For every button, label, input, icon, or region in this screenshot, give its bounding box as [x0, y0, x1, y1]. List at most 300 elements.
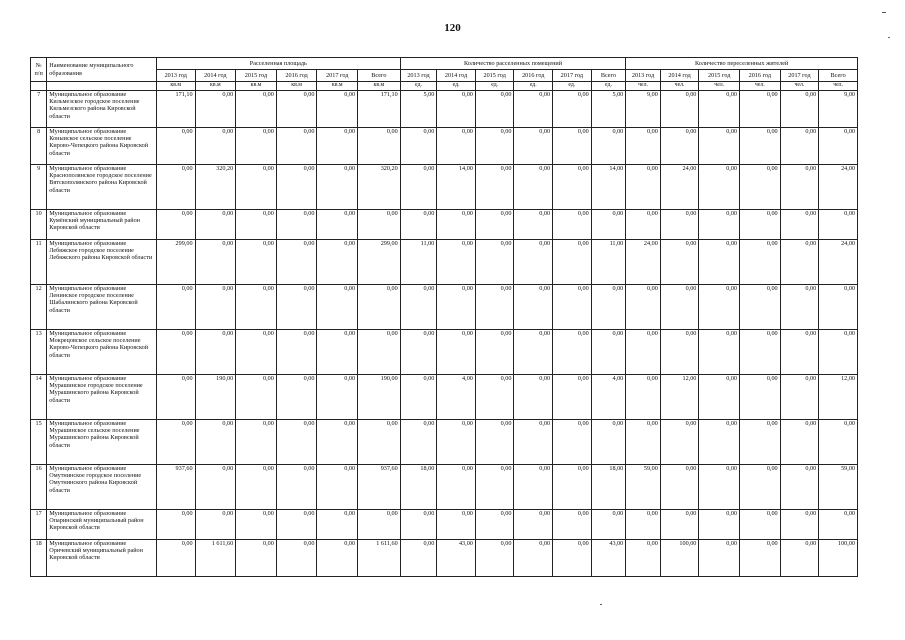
area-cell: 0,00 — [276, 165, 317, 210]
residents-cell: 0,00 — [626, 128, 661, 165]
rooms-cell: 0,00 — [475, 165, 514, 210]
table-row — [31, 128, 858, 165]
rooms-cell: 0,00 — [475, 285, 514, 330]
table-row — [31, 540, 858, 577]
rooms-cell: 0,00 — [553, 128, 592, 165]
header-unit-rooms: ед. — [514, 82, 553, 91]
rooms-cell: 0,00 — [591, 330, 626, 375]
area-cell: 0,00 — [156, 375, 195, 420]
residents-cell: 0,00 — [780, 420, 819, 465]
residents-cell: 0,00 — [699, 210, 740, 240]
header-year-residents: 2017 год — [780, 70, 819, 82]
rooms-cell: 0,00 — [475, 420, 514, 465]
rooms-cell: 0,00 — [475, 91, 514, 128]
rooms-cell: 0,00 — [475, 540, 514, 577]
header-year-area: 2017 год — [317, 70, 358, 82]
header-unit-rooms: ед. — [437, 82, 476, 91]
municipality-name: Муниципальное образование Оричевский муниципальный район Кировской области — [47, 540, 157, 577]
residents-cell: 0,00 — [660, 285, 699, 330]
area-cell: 0,00 — [276, 465, 317, 510]
header-year-residents: 2016 год — [740, 70, 781, 82]
rooms-cell: 0,00 — [514, 240, 553, 285]
residents-cell: 0,00 — [660, 465, 699, 510]
rooms-cell: 0,00 — [400, 510, 437, 540]
area-cell: 0,00 — [236, 540, 277, 577]
rooms-cell: 0,00 — [514, 210, 553, 240]
residents-cell: 0,00 — [780, 540, 819, 577]
area-cell: 0,00 — [276, 510, 317, 540]
area-cell: 1 611,60 — [358, 540, 401, 577]
header-year-residents: 2013 год — [626, 70, 661, 82]
rooms-cell: 0,00 — [514, 165, 553, 210]
area-cell: 0,00 — [358, 420, 401, 465]
header-rooms-group: Количество расселенных помещений — [400, 58, 626, 70]
rooms-cell: 0,00 — [591, 510, 626, 540]
area-cell: 0,00 — [195, 420, 236, 465]
area-cell: 1 611,60 — [195, 540, 236, 577]
residents-cell: 9,00 — [626, 91, 661, 128]
rooms-cell: 43,00 — [437, 540, 476, 577]
residents-cell: 0,00 — [780, 128, 819, 165]
row-number: 7 — [31, 91, 47, 128]
rooms-cell: 0,00 — [553, 540, 592, 577]
area-cell: 0,00 — [276, 330, 317, 375]
row-number: 14 — [31, 375, 47, 420]
residents-cell: 0,00 — [819, 420, 858, 465]
header-year-area: 2014 год — [195, 70, 236, 82]
residents-cell: 0,00 — [780, 375, 819, 420]
residents-cell: 0,00 — [740, 540, 781, 577]
area-cell: 0,00 — [236, 420, 277, 465]
row-number: 10 — [31, 210, 47, 240]
area-cell: 0,00 — [156, 510, 195, 540]
residents-cell: 0,00 — [626, 330, 661, 375]
area-cell: 0,00 — [276, 375, 317, 420]
table-row — [31, 375, 858, 420]
area-cell: 0,00 — [317, 91, 358, 128]
header-year-rooms: 2017 год — [553, 70, 592, 82]
municipality-name: Муниципальное образование Мурашинское городское поселение Мурашинского района Кировской области — [47, 375, 157, 420]
municipality-name: Муниципальное образование Краснополянское городское поселение Вятскополянского района Кировской области — [47, 165, 157, 210]
table-row — [31, 510, 858, 540]
residents-cell: 0,00 — [780, 165, 819, 210]
area-cell: 0,00 — [195, 465, 236, 510]
rooms-cell: 0,00 — [553, 330, 592, 375]
residents-cell: 0,00 — [819, 285, 858, 330]
area-cell: 0,00 — [156, 165, 195, 210]
rooms-cell: 18,00 — [400, 465, 437, 510]
rooms-cell: 0,00 — [475, 330, 514, 375]
row-number: 9 — [31, 165, 47, 210]
area-cell: 0,00 — [236, 510, 277, 540]
rooms-cell: 0,00 — [514, 420, 553, 465]
area-cell: 0,00 — [236, 210, 277, 240]
area-cell: 0,00 — [317, 375, 358, 420]
rooms-cell: 0,00 — [400, 210, 437, 240]
area-cell: 0,00 — [358, 285, 401, 330]
header-year-rooms: 2013 год — [400, 70, 437, 82]
area-cell: 0,00 — [236, 165, 277, 210]
area-cell: 0,00 — [276, 210, 317, 240]
area-cell: 0,00 — [317, 210, 358, 240]
municipality-name: Муниципальное образование Кумёнский муниципальный район Кировской области — [47, 210, 157, 240]
residents-cell: 0,00 — [819, 330, 858, 375]
area-cell: 171,10 — [358, 91, 401, 128]
rooms-cell: 0,00 — [591, 128, 626, 165]
area-cell: 0,00 — [358, 330, 401, 375]
residents-cell: 24,00 — [660, 165, 699, 210]
residents-cell: 0,00 — [626, 285, 661, 330]
rooms-cell: 43,00 — [591, 540, 626, 577]
area-cell: 0,00 — [317, 240, 358, 285]
row-number: 12 — [31, 285, 47, 330]
residents-cell: 0,00 — [660, 128, 699, 165]
rooms-cell: 0,00 — [400, 540, 437, 577]
row-number: 18 — [31, 540, 47, 577]
rooms-cell: 0,00 — [514, 465, 553, 510]
residents-cell: 59,00 — [819, 465, 858, 510]
area-cell: 0,00 — [236, 128, 277, 165]
header-unit-rooms: ед. — [553, 82, 592, 91]
rooms-cell: 0,00 — [475, 375, 514, 420]
rooms-cell: 0,00 — [553, 285, 592, 330]
area-cell: 937,60 — [358, 465, 401, 510]
area-cell: 0,00 — [317, 285, 358, 330]
residents-cell: 0,00 — [780, 465, 819, 510]
residents-cell: 0,00 — [699, 540, 740, 577]
header-year-residents: Всего — [819, 70, 858, 82]
rooms-cell: 0,00 — [437, 420, 476, 465]
rooms-cell: 0,00 — [514, 285, 553, 330]
header-unit-rooms: ед. — [591, 82, 626, 91]
table-row — [31, 420, 858, 465]
residents-cell: 0,00 — [740, 165, 781, 210]
residents-cell: 0,00 — [740, 285, 781, 330]
municipality-name: Муниципальное образование Мокрецовское сельское поселение Кирово-Чепецкого района Кировской области — [47, 330, 157, 375]
municipality-name: Муниципальное образование Ленинское городское поселение Шабалинского района Кировской области — [47, 285, 157, 330]
residents-cell: 0,00 — [660, 91, 699, 128]
rooms-cell: 11,00 — [591, 240, 626, 285]
residents-cell: 0,00 — [780, 330, 819, 375]
residents-cell: 0,00 — [699, 330, 740, 375]
table-row — [31, 210, 858, 240]
residents-cell: 0,00 — [740, 465, 781, 510]
area-cell: 299,00 — [156, 240, 195, 285]
area-cell: 0,00 — [195, 210, 236, 240]
residents-cell: 0,00 — [660, 330, 699, 375]
rooms-cell: 0,00 — [591, 210, 626, 240]
residents-cell: 0,00 — [819, 210, 858, 240]
resettlement-table — [30, 57, 858, 577]
header-unit-area: кв.м — [358, 82, 401, 91]
area-cell: 0,00 — [195, 128, 236, 165]
rooms-cell: 5,00 — [400, 91, 437, 128]
page-number: 120 — [444, 22, 461, 34]
residents-cell: 0,00 — [626, 540, 661, 577]
residents-cell: 0,00 — [660, 210, 699, 240]
rooms-cell: 14,00 — [591, 165, 626, 210]
municipality-name: Муниципальное образование Лебяжское городское поселение Лебяжского района Кировской области — [47, 240, 157, 285]
header-unit-rooms: ед. — [475, 82, 514, 91]
rooms-cell: 0,00 — [553, 240, 592, 285]
residents-cell: 0,00 — [660, 510, 699, 540]
rooms-cell: 0,00 — [437, 330, 476, 375]
area-cell: 0,00 — [156, 540, 195, 577]
header-unit-residents: чел. — [740, 82, 781, 91]
residents-cell: 0,00 — [740, 510, 781, 540]
rooms-cell: 0,00 — [400, 285, 437, 330]
residents-cell: 0,00 — [699, 285, 740, 330]
area-cell: 0,00 — [195, 330, 236, 375]
residents-cell: 0,00 — [699, 375, 740, 420]
area-cell: 320,20 — [195, 165, 236, 210]
area-cell: 937,60 — [156, 465, 195, 510]
municipality-name: Муниципальное образование Опаринский муниципальный район Кировской области — [47, 510, 157, 540]
rooms-cell: 0,00 — [475, 465, 514, 510]
residents-cell: 0,00 — [660, 420, 699, 465]
area-cell: 0,00 — [276, 240, 317, 285]
rooms-cell: 0,00 — [437, 128, 476, 165]
header-unit-area: кв.м — [317, 82, 358, 91]
area-cell: 0,00 — [156, 128, 195, 165]
area-cell: 0,00 — [236, 285, 277, 330]
rooms-cell: 0,00 — [553, 510, 592, 540]
residents-cell: 59,00 — [626, 465, 661, 510]
municipality-name: Муниципальное образование Кильмезское городское поселение Кильмезского района Кировской области — [47, 91, 157, 128]
residents-cell: 100,00 — [819, 540, 858, 577]
rooms-cell: 0,00 — [400, 420, 437, 465]
header-year-residents: 2014 год — [660, 70, 699, 82]
residents-cell: 12,00 — [819, 375, 858, 420]
residents-cell: 0,00 — [626, 210, 661, 240]
rooms-cell: 0,00 — [475, 510, 514, 540]
area-cell: 0,00 — [317, 540, 358, 577]
header-residents-group: Количество переселенных жителей — [626, 58, 858, 70]
units-blank-no — [31, 82, 47, 91]
units-blank-name — [47, 82, 157, 91]
rooms-cell: 0,00 — [475, 210, 514, 240]
residents-cell: 0,00 — [740, 330, 781, 375]
header-year-area: 2015 год — [236, 70, 277, 82]
residents-cell: 0,00 — [660, 240, 699, 285]
residents-cell: 0,00 — [699, 420, 740, 465]
header-year-rooms: 2016 год — [514, 70, 553, 82]
area-cell: 0,00 — [317, 128, 358, 165]
residents-cell: 12,00 — [660, 375, 699, 420]
residents-cell: 0,00 — [699, 510, 740, 540]
rooms-cell: 0,00 — [514, 91, 553, 128]
header-name: Наименование муниципального образования — [47, 58, 157, 82]
area-cell: 0,00 — [358, 210, 401, 240]
residents-cell: 100,00 — [660, 540, 699, 577]
residents-cell: 0,00 — [699, 91, 740, 128]
area-cell: 0,00 — [276, 91, 317, 128]
header-year-rooms: Всего — [591, 70, 626, 82]
rooms-cell: 0,00 — [514, 510, 553, 540]
rooms-cell: 0,00 — [437, 240, 476, 285]
residents-cell: 0,00 — [699, 165, 740, 210]
rooms-cell: 0,00 — [437, 510, 476, 540]
rooms-cell: 0,00 — [475, 240, 514, 285]
table-row — [31, 285, 858, 330]
table-row — [31, 240, 858, 285]
area-cell: 0,00 — [236, 330, 277, 375]
row-number: 15 — [31, 420, 47, 465]
header-year-rooms: 2015 год — [475, 70, 514, 82]
residents-cell: 0,00 — [740, 91, 781, 128]
residents-cell: 0,00 — [740, 240, 781, 285]
municipality-name: Муниципальное образование Коныиское сельское поселение Кирово-Чепецкого района Кировской области — [47, 128, 157, 165]
rooms-cell: 0,00 — [514, 375, 553, 420]
rooms-cell: 18,00 — [591, 465, 626, 510]
rooms-cell: 0,00 — [553, 420, 592, 465]
residents-cell: 0,00 — [819, 510, 858, 540]
scan-speck — [600, 604, 602, 605]
residents-cell: 0,00 — [780, 510, 819, 540]
residents-cell: 0,00 — [699, 240, 740, 285]
rooms-cell: 0,00 — [400, 165, 437, 210]
area-cell: 0,00 — [236, 91, 277, 128]
header-unit-area: кв.м — [236, 82, 277, 91]
area-cell: 0,00 — [156, 210, 195, 240]
residents-cell: 0,00 — [699, 128, 740, 165]
area-cell: 190,00 — [358, 375, 401, 420]
area-cell: 320,20 — [358, 165, 401, 210]
rooms-cell: 4,00 — [591, 375, 626, 420]
rooms-cell: 0,00 — [400, 375, 437, 420]
header-area-group: Расселенная площадь — [156, 58, 400, 70]
residents-cell: 0,00 — [740, 420, 781, 465]
header-unit-residents: чел. — [660, 82, 699, 91]
area-cell: 0,00 — [276, 540, 317, 577]
row-number: 13 — [31, 330, 47, 375]
area-cell: 0,00 — [156, 420, 195, 465]
area-cell: 0,00 — [236, 240, 277, 285]
row-number: 16 — [31, 465, 47, 510]
header-unit-residents: чел. — [819, 82, 858, 91]
area-cell: 0,00 — [276, 285, 317, 330]
residents-cell: 0,00 — [780, 210, 819, 240]
rooms-cell: 5,00 — [591, 91, 626, 128]
table-row — [31, 165, 858, 210]
residents-cell: 0,00 — [740, 128, 781, 165]
rooms-cell: 0,00 — [437, 91, 476, 128]
area-cell: 171,10 — [156, 91, 195, 128]
rooms-cell: 0,00 — [553, 165, 592, 210]
rooms-cell: 0,00 — [553, 91, 592, 128]
area-cell: 0,00 — [358, 510, 401, 540]
area-cell: 0,00 — [156, 330, 195, 375]
municipality-name: Муниципальное образование Мурашинское сельское поселение Мурашинского района Кировской области — [47, 420, 157, 465]
header-unit-residents: чел. — [780, 82, 819, 91]
area-cell: 190,00 — [195, 375, 236, 420]
residents-cell: 24,00 — [819, 165, 858, 210]
table-row — [31, 465, 858, 510]
area-cell: 0,00 — [195, 285, 236, 330]
residents-cell: 0,00 — [626, 420, 661, 465]
area-cell: 0,00 — [317, 465, 358, 510]
row-number: 8 — [31, 128, 47, 165]
header-unit-area: кв.м — [195, 82, 236, 91]
rooms-cell: 0,00 — [400, 330, 437, 375]
area-cell: 0,00 — [195, 510, 236, 540]
residents-cell: 0,00 — [626, 375, 661, 420]
header-year-rooms: 2014 год — [437, 70, 476, 82]
residents-cell: 0,00 — [780, 91, 819, 128]
rooms-cell: 0,00 — [553, 465, 592, 510]
header-unit-rooms: ед. — [400, 82, 437, 91]
table-row — [31, 330, 858, 375]
area-cell: 0,00 — [358, 128, 401, 165]
rooms-cell: 0,00 — [591, 285, 626, 330]
residents-cell: 0,00 — [780, 285, 819, 330]
row-number: 17 — [31, 510, 47, 540]
residents-cell: 24,00 — [626, 240, 661, 285]
area-cell: 0,00 — [156, 285, 195, 330]
row-number: 11 — [31, 240, 47, 285]
residents-cell: 0,00 — [626, 165, 661, 210]
area-cell: 0,00 — [276, 420, 317, 465]
residents-cell: 9,00 — [819, 91, 858, 128]
header-year-area: 2013 год — [156, 70, 195, 82]
area-cell: 0,00 — [195, 91, 236, 128]
area-cell: 0,00 — [317, 510, 358, 540]
municipality-name: Муниципальное образование Омутнинское городское поселение Омутнинского района Кировской области — [47, 465, 157, 510]
area-cell: 0,00 — [195, 240, 236, 285]
rooms-cell: 0,00 — [553, 375, 592, 420]
rooms-cell: 0,00 — [437, 285, 476, 330]
residents-cell: 0,00 — [699, 465, 740, 510]
area-cell: 0,00 — [317, 330, 358, 375]
rooms-cell: 0,00 — [437, 465, 476, 510]
header-year-area: Всего — [358, 70, 401, 82]
header-unit-residents: чел. — [699, 82, 740, 91]
header-no: № п/п — [31, 58, 47, 82]
rooms-cell: 0,00 — [514, 128, 553, 165]
header-unit-area: кв.м — [156, 82, 195, 91]
header-unit-area: кв.м — [276, 82, 317, 91]
area-cell: 0,00 — [317, 165, 358, 210]
rooms-cell: 0,00 — [591, 420, 626, 465]
scan-mark — [882, 12, 886, 13]
residents-cell: 0,00 — [819, 128, 858, 165]
area-cell: 0,00 — [236, 375, 277, 420]
rooms-cell: 14,00 — [437, 165, 476, 210]
residents-cell: 24,00 — [819, 240, 858, 285]
rooms-cell: 0,00 — [400, 128, 437, 165]
header-unit-residents: чел. — [626, 82, 661, 91]
scan-speck — [888, 37, 890, 38]
residents-cell: 0,00 — [780, 240, 819, 285]
rooms-cell: 0,00 — [553, 210, 592, 240]
rooms-cell: 0,00 — [475, 128, 514, 165]
header-year-residents: 2015 год — [699, 70, 740, 82]
area-cell: 0,00 — [317, 420, 358, 465]
header-year-area: 2016 год — [276, 70, 317, 82]
residents-cell: 0,00 — [740, 375, 781, 420]
area-cell: 0,00 — [236, 465, 277, 510]
residents-cell: 0,00 — [626, 510, 661, 540]
rooms-cell: 0,00 — [514, 330, 553, 375]
area-cell: 0,00 — [276, 128, 317, 165]
rooms-cell: 11,00 — [400, 240, 437, 285]
area-cell: 299,00 — [358, 240, 401, 285]
rooms-cell: 0,00 — [514, 540, 553, 577]
table-row — [31, 91, 858, 128]
rooms-cell: 4,00 — [437, 375, 476, 420]
residents-cell: 0,00 — [740, 210, 781, 240]
rooms-cell: 0,00 — [437, 210, 476, 240]
